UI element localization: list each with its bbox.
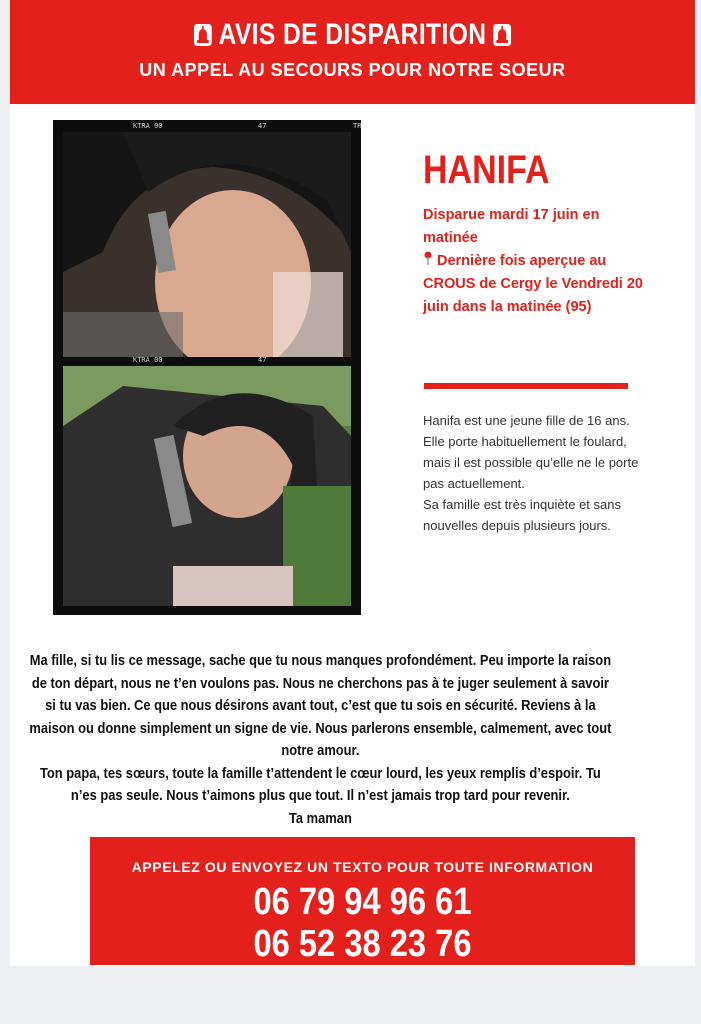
phone-number-2[interactable]: 06 52 38 23 76 — [253, 923, 472, 965]
siren-icon — [194, 24, 212, 46]
siren-icon — [493, 24, 511, 46]
message-signature: Ta maman — [288, 809, 352, 827]
contact-box — [90, 837, 635, 965]
poster-subtitle: UN APPEL AU SECOURS POUR NOTRE SOEUR — [139, 60, 566, 80]
last-seen-row — [423, 250, 653, 319]
film-strip-label: TR — [353, 122, 362, 130]
phone-number-1[interactable]: 06 79 94 96 61 — [253, 881, 472, 923]
film-strip-photos — [53, 120, 361, 615]
message-paragraph-1: Ma fille, si tu lis ce message, sache que tu nous manques profondément. Peu importe la raison de ton départ, nous ne t’en voulons pas. Nous ne cherchons pas à te juger seulement à savoir si tu vas bien. Ce que nous désirons avant tout, c’est que tu sois en sécurité. Reviens à la maison ou donne simplement un signe de vie. Nous parlerons ensemble, calmement, avec tout notre amour. — [29, 652, 612, 759]
family-message — [28, 650, 613, 830]
header-banner — [10, 0, 695, 104]
film-strip-label: KTRA 00 — [133, 356, 163, 364]
film-strip-label: KTRA 00 — [133, 122, 163, 130]
poster-title: AVIS DE DISPARITION — [218, 18, 487, 51]
description-paragraph: Sa famille est très inquiète et sans nouvelles depuis plusieurs jours. — [423, 497, 621, 533]
description — [423, 410, 653, 536]
message-paragraph-2: Ton papa, tes sœurs, toute la famille t’attendent le cœur lourd, les yeux remplis d’espoir. Tu n’es pas seule. Nous t’aimons plus que tout. Il n’est jamais trop tard pour revenir. — [39, 764, 601, 804]
divider-line — [424, 383, 628, 389]
missing-person-photo-1 — [63, 132, 351, 357]
poster-title-row — [72, 18, 634, 52]
pin-icon — [423, 250, 433, 273]
missing-person-name: HANIFA — [423, 148, 550, 192]
last-seen-text: Dernière fois aperçue au CROUS de Cergy le Vendredi 20 juin dans la matinée (95) — [423, 253, 643, 315]
disappearance-date: Disparue mardi 17 juin en matinée — [423, 207, 600, 246]
description-paragraph: Hanifa est une jeune fille de 16 ans. Elle porte habituellement le foulard, mais il est possible qu’elle ne le porte pas actuellement. — [423, 413, 639, 491]
film-strip-label: 47 — [258, 356, 267, 364]
poster — [10, 0, 695, 966]
missing-person-photo-2 — [63, 366, 351, 606]
contact-cta: APPELEZ OU ENVOYEZ UN TEXTO POUR TOUTE INFORMATION — [131, 859, 594, 875]
film-strip-label: 47 — [258, 122, 267, 130]
disappearance-info — [423, 204, 653, 319]
